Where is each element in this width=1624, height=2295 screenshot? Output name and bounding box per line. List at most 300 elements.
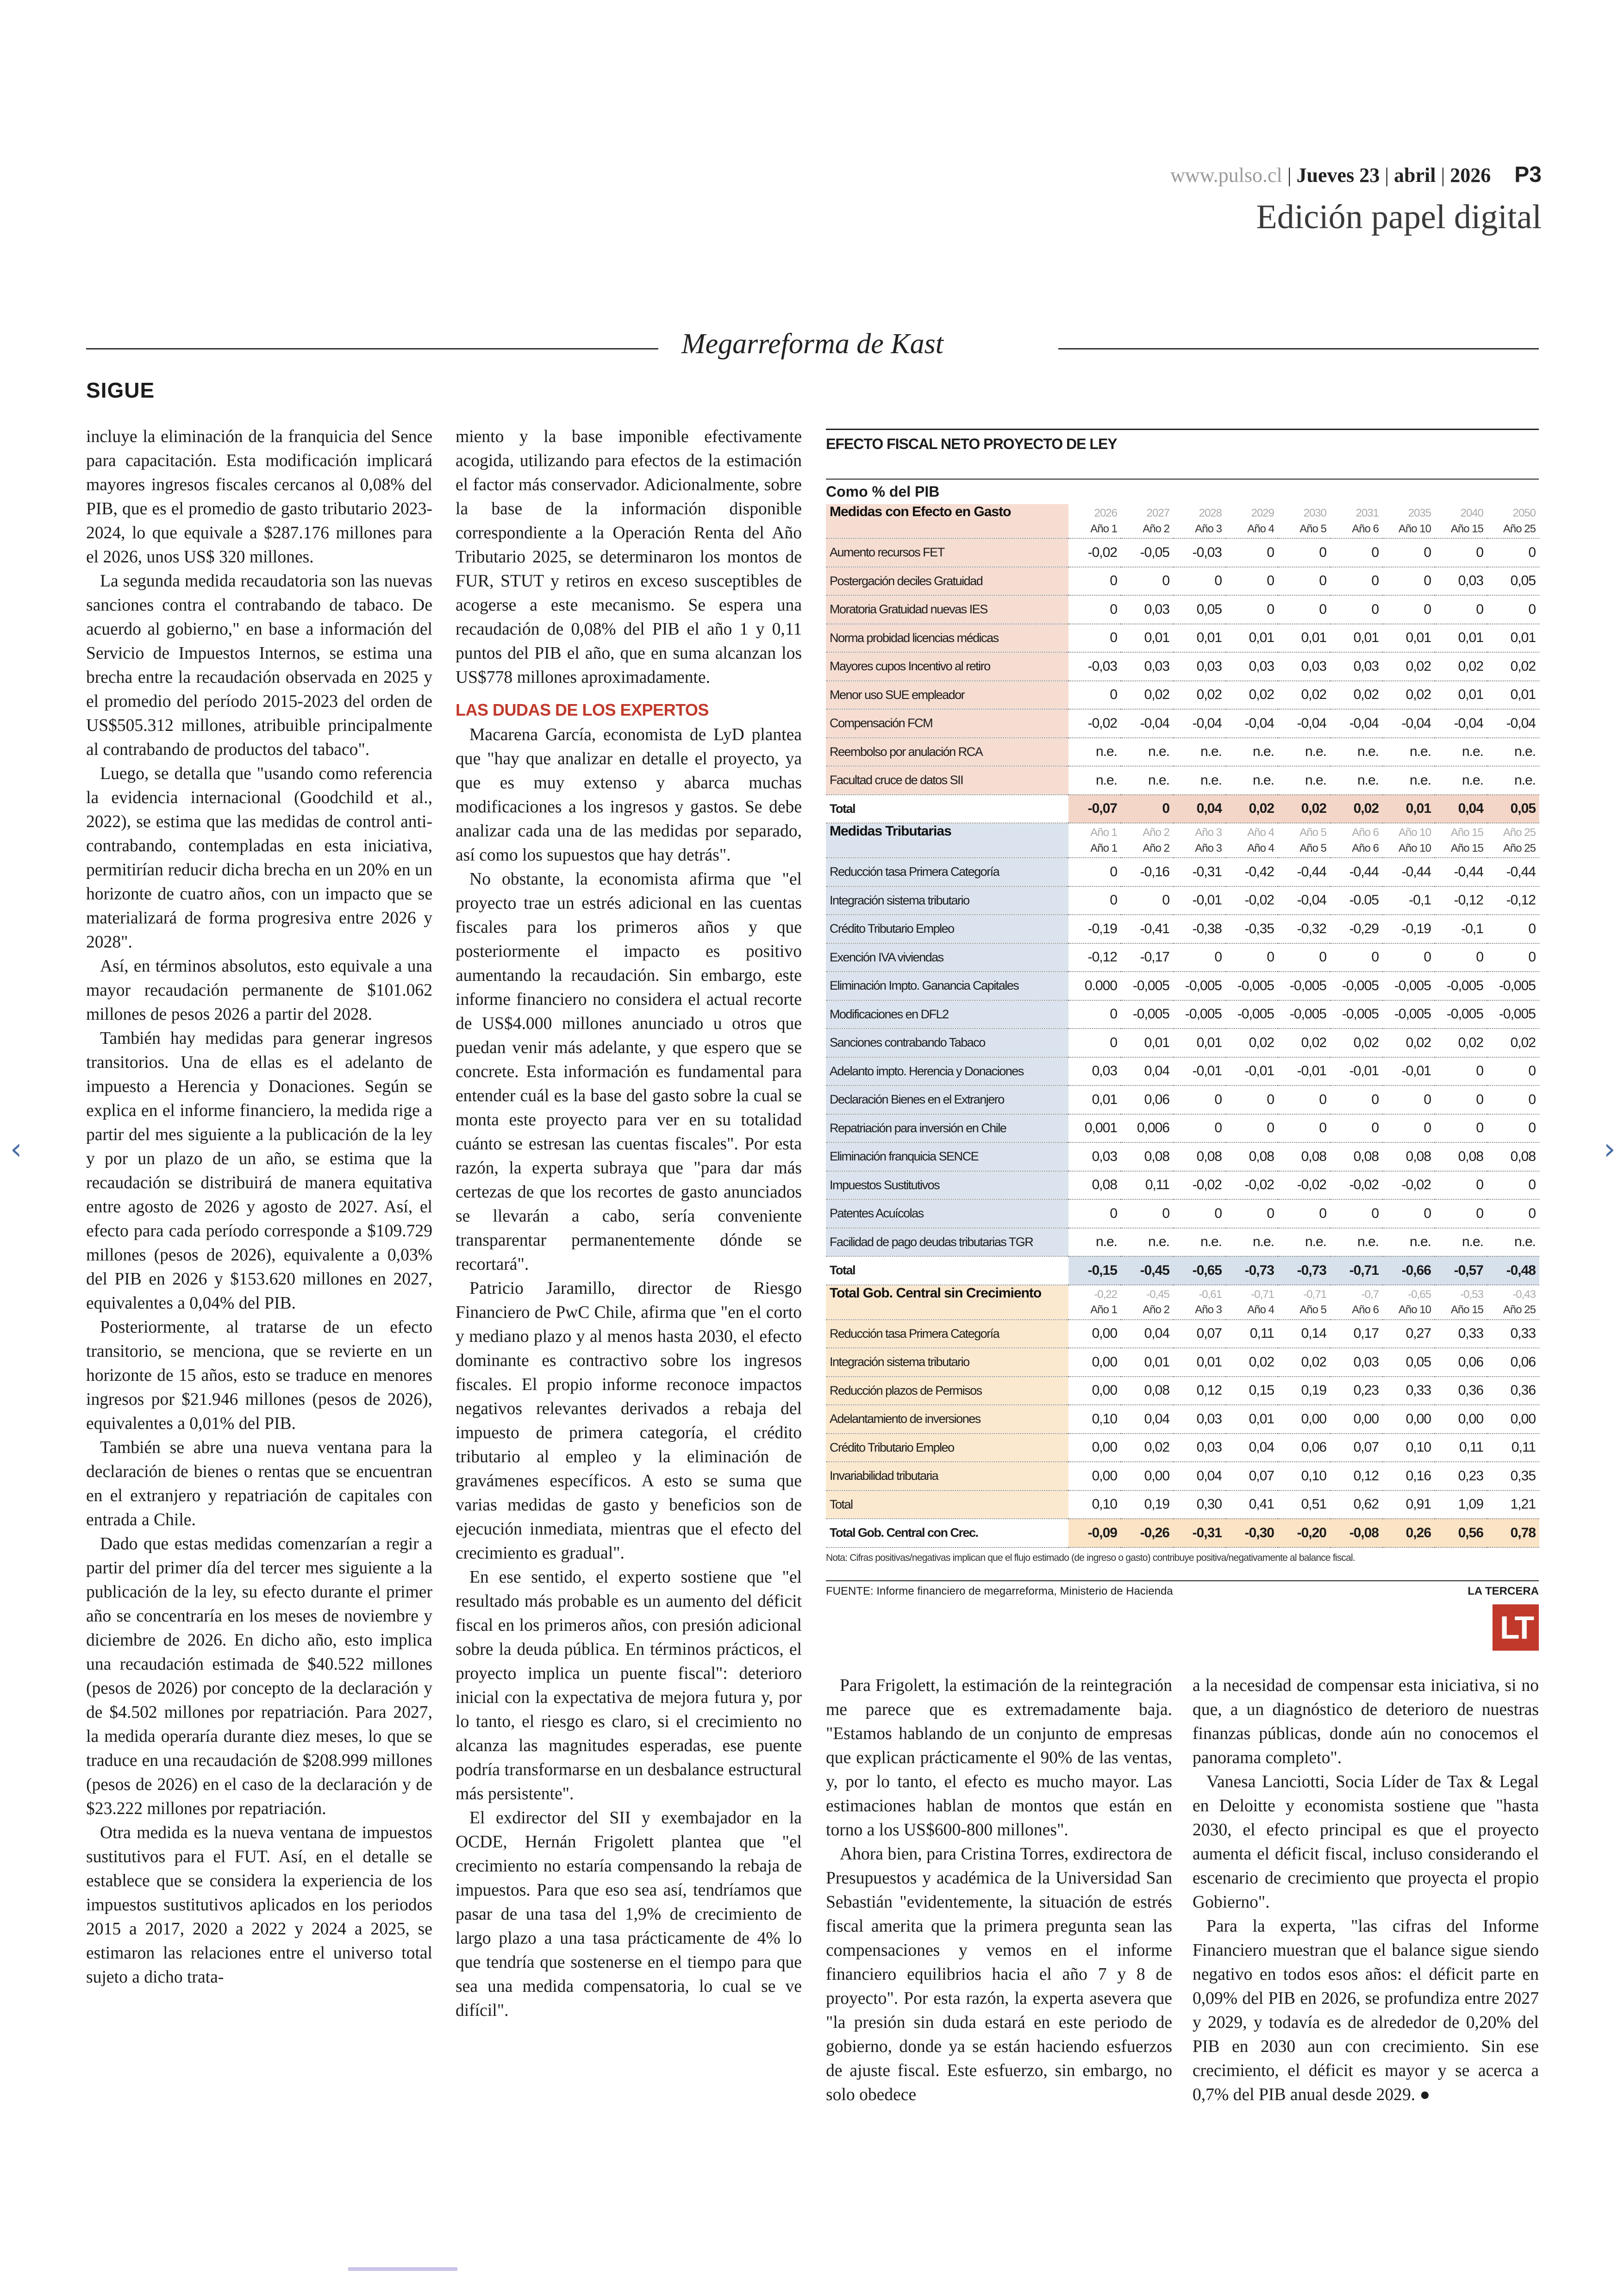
value-cell: 0: [1435, 595, 1487, 624]
value-cell: 0,00: [1435, 1405, 1487, 1434]
value-cell: 0: [1225, 1114, 1278, 1143]
article-column-4: [1193, 1674, 1539, 2107]
value-cell: -0,12: [1435, 886, 1487, 915]
value-cell: 0,03: [1225, 652, 1278, 681]
paragraph: Así, en términos absolutos, esto equivale a una mayor recaudación permanente de $101.062 millones de pesos 2026 a partir del 2028.: [86, 957, 432, 1024]
value-cell: 0,01: [1173, 1029, 1225, 1057]
value-cell: 0,01: [1435, 681, 1487, 710]
edition-label: Edición papel digital: [1256, 198, 1542, 236]
total-value-cell: -0,65: [1173, 1256, 1225, 1285]
value-cell: 0,10: [1382, 1434, 1435, 1462]
value-cell: n.e.: [1382, 1228, 1435, 1257]
table-row: [826, 943, 1539, 972]
value-cell: n.e.: [1173, 1228, 1225, 1257]
ano-cell: Año 25: [1487, 1301, 1539, 1320]
row-label: Integración sistema tributario: [826, 1348, 1068, 1377]
fiscal-effect-table: [826, 429, 1539, 1603]
value-cell: -0,01: [1173, 886, 1225, 915]
total-value-cell: -0,45: [1121, 1256, 1173, 1285]
row-label: Reducción tasa Primera Categoría: [826, 1320, 1068, 1348]
value-cell: 0,12: [1173, 1377, 1225, 1405]
value-cell: 0: [1173, 1114, 1225, 1143]
total-value-cell: -0,26: [1121, 1519, 1173, 1547]
value-cell: 0,33: [1435, 1320, 1487, 1348]
row-label: Crédito Tributario Empleo: [826, 915, 1068, 943]
value-cell: 0,02: [1435, 652, 1487, 681]
table-row: [826, 1377, 1539, 1405]
value-cell: -0,12: [1068, 943, 1121, 972]
value-cell: 0,08: [1330, 1142, 1382, 1171]
total-value-cell: 0,02: [1278, 795, 1330, 823]
value-cell: 0,00: [1330, 1405, 1382, 1434]
value-cell: 0,03: [1278, 652, 1330, 681]
value-cell: 0,35: [1487, 1462, 1539, 1491]
value-cell: -0,005: [1487, 1000, 1539, 1029]
ano-cell: Año 15: [1435, 839, 1487, 858]
value-cell: -0,02: [1278, 1171, 1330, 1200]
value-cell: 0: [1330, 538, 1382, 567]
value-cell: 0,08: [1382, 1142, 1435, 1171]
value-cell: 0: [1382, 1199, 1435, 1228]
ano-cell: Año 4: [1225, 1301, 1278, 1320]
table-group-header: [826, 823, 1539, 839]
value-cell: 0,01: [1173, 1348, 1225, 1377]
value-cell: 0,02: [1487, 1029, 1539, 1057]
value-cell: 0: [1382, 595, 1435, 624]
paragraph: También hay medidas para generar ingresos transitorios. Una de ellas es el adelanto de impuesto a Herencia y Donaciones. Según se explica en el informe financiero, la medida rige a partir del mes siguiente a la publicación de la ley y por un plazo de un año, se estima que la recaudación se distribuirá de manera equitativa entre agosto de 2026 y agosto de 2027. Así, el efecto para cada período corresponde a $109.729 millones (pesos de 2026), equivalente a 0,03% del PIB en 2026 y $153.620 millones en 2027, equivalentes a 0,04% del PIB.: [86, 1029, 432, 1313]
value-cell: -0,19: [1382, 915, 1435, 943]
value-cell: 0: [1487, 1171, 1539, 1200]
value-cell: 0,08: [1278, 1142, 1330, 1171]
total-value-cell: -0,73: [1278, 1256, 1330, 1285]
value-cell: n.e.: [1278, 738, 1330, 767]
value-cell: 0,30: [1173, 1491, 1225, 1519]
table-row: [826, 681, 1539, 710]
section-header: [86, 328, 1539, 369]
table-row: [826, 738, 1539, 767]
value-cell: 0,02: [1225, 1348, 1278, 1377]
value-cell: 0,08: [1068, 1171, 1121, 1200]
value-cell: n.e.: [1330, 1228, 1382, 1257]
value-cell: 0,06: [1435, 1348, 1487, 1377]
total-value-cell: -0,07: [1068, 795, 1121, 823]
value-cell: 0: [1278, 1085, 1330, 1114]
value-cell: n.e.: [1121, 1228, 1173, 1257]
value-cell: 0: [1435, 1199, 1487, 1228]
value-cell: 0,06: [1487, 1348, 1539, 1377]
value-cell: -0,04: [1121, 709, 1173, 738]
value-cell: 0,00: [1068, 1377, 1121, 1405]
total-value-cell: 0,02: [1330, 795, 1382, 823]
year-cell: Año 25: [1503, 826, 1536, 839]
value-cell: 0: [1173, 1085, 1225, 1114]
value-cell: 0,01: [1487, 624, 1539, 653]
site-url[interactable]: www.pulso.cl: [1170, 164, 1282, 187]
year-cell: Año 10: [1398, 826, 1431, 839]
value-cell: 0,11: [1121, 1171, 1173, 1200]
year-cell: -0,43: [1512, 1288, 1536, 1301]
value-cell: 0,00: [1278, 1405, 1330, 1434]
empty-cell: [826, 839, 1068, 858]
value-cell: -0,005: [1278, 1000, 1330, 1029]
value-cell: 0,08: [1121, 1142, 1173, 1171]
value-cell: 0,02: [1225, 1029, 1278, 1057]
value-cell: 0: [1435, 1171, 1487, 1200]
value-cell: 0,36: [1435, 1377, 1487, 1405]
value-cell: 0,07: [1330, 1434, 1382, 1462]
ano-cell: Año 1: [1068, 520, 1121, 538]
value-cell: -0,44: [1382, 858, 1435, 886]
table-row: [826, 1405, 1539, 1434]
table-row: [826, 1114, 1539, 1143]
value-cell: 0,01: [1225, 1405, 1278, 1434]
table-row: [826, 1085, 1539, 1114]
value-cell: -0,02: [1225, 886, 1278, 915]
value-cell: -0,01: [1173, 1057, 1225, 1086]
value-cell: -0,16: [1121, 858, 1173, 886]
value-cell: n.e.: [1121, 738, 1173, 767]
value-cell: n.e.: [1330, 766, 1382, 795]
total-value-cell: -0,57: [1435, 1256, 1487, 1285]
value-cell: 0: [1330, 567, 1382, 596]
value-cell: 0,62: [1330, 1491, 1382, 1519]
value-cell: 0: [1487, 943, 1539, 972]
row-label: Reembolso por anulación RCA: [826, 738, 1068, 767]
value-cell: 0,03: [1173, 1434, 1225, 1462]
value-cell: -0,01: [1330, 1057, 1382, 1086]
ano-cell: Año 1: [1068, 839, 1121, 858]
ano-cell: Año 10: [1382, 520, 1435, 538]
value-cell: 0: [1173, 567, 1225, 596]
value-cell: -0,005: [1487, 972, 1539, 1000]
value-cell: 0,02: [1382, 1029, 1435, 1057]
value-cell: n.e.: [1435, 1228, 1487, 1257]
value-cell: -0,005: [1225, 1000, 1278, 1029]
total-value-cell: 0,02: [1225, 795, 1278, 823]
value-cell: -0,005: [1382, 972, 1435, 1000]
value-cell: 0,00: [1382, 1405, 1435, 1434]
year-cell: 2035: [1408, 507, 1431, 519]
value-cell: 0: [1068, 1199, 1121, 1228]
value-cell: 0,15: [1225, 1377, 1278, 1405]
credit-text: LA TERCERA: [1468, 1584, 1539, 1597]
value-cell: 1,21: [1487, 1491, 1539, 1519]
value-cell: 0: [1330, 1114, 1382, 1143]
table-row: [826, 595, 1539, 624]
value-cell: -0,31: [1173, 858, 1225, 886]
value-cell: 0,03: [1121, 595, 1173, 624]
value-cell: 0,33: [1382, 1377, 1435, 1405]
value-cell: 0,07: [1225, 1462, 1278, 1491]
value-cell: 0: [1382, 567, 1435, 596]
table-group-header: [826, 504, 1539, 520]
row-label: Moratoria Gratuidad nuevas IES: [826, 595, 1068, 624]
value-cell: -0,04: [1278, 886, 1330, 915]
total-value-cell: -0,48: [1487, 1256, 1539, 1285]
value-cell: 0,006: [1121, 1114, 1173, 1143]
value-cell: n.e.: [1435, 766, 1487, 795]
value-cell: -0,03: [1173, 538, 1225, 567]
value-cell: 0: [1487, 1199, 1539, 1228]
value-cell: 0,01: [1121, 1029, 1173, 1057]
row-label: Integración sistema tributario: [826, 886, 1068, 915]
value-cell: 0: [1382, 943, 1435, 972]
paragraph: Para Frigolett, la estimación de la reintegración me parece que es extremadamente baja. "Estamos hablando de un conjunto de empresas que explican prácticamente el 90% de las ventas, y, por lo tanto, el efecto es mucho mayor. Las estimaciones hablan de montos que están en torno a los US$600-800 millones".: [826, 1676, 1172, 1840]
ano-cell: Año 4: [1225, 520, 1278, 538]
year-cell: -0,61: [1199, 1288, 1222, 1301]
value-cell: 0,01: [1435, 624, 1487, 653]
value-cell: 0,00: [1068, 1434, 1121, 1462]
table-row: [826, 1171, 1539, 1200]
value-cell: 0,08: [1487, 1142, 1539, 1171]
row-label: Impuestos Sustitutivos: [826, 1171, 1068, 1200]
empty-cell: [826, 1301, 1068, 1320]
value-cell: -0,005: [1330, 972, 1382, 1000]
table-row: [826, 858, 1539, 886]
table-row: [826, 972, 1539, 1000]
value-cell: n.e.: [1487, 766, 1539, 795]
value-cell: 0,03: [1330, 1348, 1382, 1377]
row-label: Menor uso SUE empleador: [826, 681, 1068, 710]
value-cell: 0,10: [1068, 1405, 1121, 1434]
value-cell: 0,05: [1382, 1348, 1435, 1377]
header-month: abril: [1394, 164, 1436, 187]
value-cell: 0: [1487, 1114, 1539, 1143]
row-label: Mayores cupos Incentivo al retiro: [826, 652, 1068, 681]
value-cell: 0,00: [1487, 1405, 1539, 1434]
row-label: Adelantamiento de inversiones: [826, 1405, 1068, 1434]
paragraph: Luego, se detalla que "usando como referencia la evidencia internacional (Goodchild et al., 2022), se estima que las medidas de control anti-contrabando, contempladas en esta iniciativa, permitirían reducir dicha brecha en un 20% en un horizonte de cuatro años, con un impacto que se materializará de forma progresiva entre 2026 y 2028".: [86, 764, 432, 952]
value-cell: -0,005: [1382, 1000, 1435, 1029]
value-cell: -0,41: [1121, 915, 1173, 943]
value-cell: 0: [1068, 567, 1121, 596]
table-row: [826, 652, 1539, 681]
value-cell: 0: [1068, 1029, 1121, 1057]
value-cell: -0,005: [1121, 1000, 1173, 1029]
value-cell: 0,01: [1382, 624, 1435, 653]
value-cell: -0,01: [1278, 1057, 1330, 1086]
value-cell: -0,005: [1121, 972, 1173, 1000]
value-cell: -0,38: [1173, 915, 1225, 943]
value-cell: 0,06: [1121, 1085, 1173, 1114]
empty-cell: [826, 520, 1068, 538]
value-cell: 0: [1487, 595, 1539, 624]
value-cell: 0: [1278, 538, 1330, 567]
subheading: LAS DUDAS DE LOS EXPERTOS: [456, 700, 709, 719]
article-column-3: [826, 1674, 1172, 2107]
value-cell: -0,005: [1173, 972, 1225, 1000]
source-text: FUENTE: Informe financiero de megarreforma, Ministerio de Hacienda: [826, 1584, 1173, 1597]
value-cell: -0,44: [1330, 858, 1382, 886]
paragraph: miento y la base imponible efectivamente acogida, utilizando para efectos de la estimación el factor más conservador. Adicionalmente, sobre la base de la información disponible correspondiente a la Operación Renta del Año Tributario 2025, se determinaron los montos de FUR, STUT y retiros en exceso susceptibles de acogerse a este mecanismo. Se espera una recaudación de 0,08% del PIB el año 1 y 0,11 puntos del PIB el año, que en suma alcanzan los US$778 millones aproximadamente.: [456, 427, 802, 687]
value-cell: 0: [1068, 858, 1121, 886]
row-label: Exención IVA viviendas: [826, 943, 1068, 972]
year-cell: -0,65: [1408, 1288, 1431, 1301]
table-source: [826, 1580, 1539, 1603]
value-cell: 0,23: [1435, 1462, 1487, 1491]
header-year: 2026: [1450, 164, 1491, 187]
value-cell: 0,02: [1121, 1434, 1173, 1462]
value-cell: -0,04: [1225, 709, 1278, 738]
row-label: Facilidad de pago deudas tributarias TGR: [826, 1228, 1068, 1257]
year-cell: Año 4: [1247, 826, 1274, 839]
paragraph-text: Para la experta, "las cifras del Informe Financiero muestran que el balance sigue siendo negativo en todos esos años: el déficit parte en 0,09% del PIB en 2026, se profundiza entre 2027 y 2029, y todavía es de alrededor de 0,20% del PIB en 2030 aun con crecimiento. Sin ese crecimiento, el déficit es mayor y se acerca a 0,7% del PIB anual desde 2029.: [1193, 1917, 1539, 2104]
value-cell: -0,01: [1225, 1057, 1278, 1086]
value-cell: n.e.: [1330, 738, 1382, 767]
table-row: [826, 1491, 1539, 1519]
value-cell: 0: [1330, 1199, 1382, 1228]
row-label: Patentes Acuícolas: [826, 1199, 1068, 1228]
value-cell: 0,17: [1330, 1320, 1382, 1348]
ano-cell: Año 6: [1330, 520, 1382, 538]
paragraph: Macarena García, economista de LyD plantea que "hay que analizar en detalle el proyecto, ya que es muy extenso y abarca muchas modificaciones a los ingresos y gastos. Se debe analizar cada una de las medidas por separado, así como los supuestos que hay detrás".: [456, 725, 802, 865]
value-cell: 0,08: [1173, 1142, 1225, 1171]
value-cell: 0: [1330, 943, 1382, 972]
value-cell: 0: [1068, 595, 1121, 624]
value-cell: 0: [1382, 1085, 1435, 1114]
value-cell: -0,35: [1225, 915, 1278, 943]
ano-cell: Año 5: [1278, 520, 1330, 538]
row-label: Facultad cruce de datos SII: [826, 766, 1068, 795]
year-cell: 2050: [1512, 507, 1536, 519]
article-column-1: [86, 425, 432, 1989]
total-value-cell: 0: [1121, 795, 1173, 823]
page-number: P3: [1514, 162, 1542, 187]
total-label: Total: [826, 1256, 1068, 1285]
value-cell: 0,08: [1225, 1142, 1278, 1171]
total-value-cell: -0,08: [1330, 1519, 1382, 1547]
value-cell: 0,04: [1121, 1057, 1173, 1086]
value-cell: 0: [1068, 886, 1121, 915]
value-cell: n.e.: [1225, 738, 1278, 767]
row-label: Adelanto impto. Herencia y Donaciones: [826, 1057, 1068, 1086]
value-cell: 0,19: [1121, 1491, 1173, 1519]
ano-cell: Año 5: [1278, 1301, 1330, 1320]
total-value-cell: -0,15: [1068, 1256, 1121, 1285]
value-cell: 0,02: [1225, 681, 1278, 710]
value-cell: -0,04: [1278, 709, 1330, 738]
row-label: Crédito Tributario Empleo: [826, 1434, 1068, 1462]
value-cell: -0,02: [1330, 1171, 1382, 1200]
paragraph: Posteriormente, al tratarse de un efecto transitorio, se menciona, que se revierte en un horizonte de 15 años, esto se traduce en menores ingresos por $21.946 millones (pesos de 2026), equivalentes a 0,01% del PIB.: [86, 1318, 432, 1433]
table-row: [826, 709, 1539, 738]
value-cell: -0,005: [1330, 1000, 1382, 1029]
value-cell: n.e.: [1225, 766, 1278, 795]
table-row: [826, 886, 1539, 915]
value-cell: 0: [1435, 1114, 1487, 1143]
ano-cell: Año 2: [1121, 1301, 1173, 1320]
prev-page-icon[interactable]: ‹: [10, 1132, 22, 1166]
value-cell: 0,01: [1278, 624, 1330, 653]
value-cell: 0: [1278, 567, 1330, 596]
value-cell: 0,02: [1278, 1029, 1330, 1057]
value-cell: 0,02: [1382, 652, 1435, 681]
value-cell: 0,51: [1278, 1491, 1330, 1519]
value-cell: -0,02: [1068, 709, 1121, 738]
row-label: Reducción tasa Primera Categoría: [826, 858, 1068, 886]
total-value-cell: 0,05: [1487, 795, 1539, 823]
table-body: [826, 504, 1539, 1548]
value-cell: 0: [1225, 1085, 1278, 1114]
row-label: Invariabilidad tributaria: [826, 1462, 1068, 1491]
lt-logo-icon: LT: [1493, 1604, 1539, 1651]
value-cell: 0,12: [1330, 1462, 1382, 1491]
row-label: Eliminación franquicia SENCE: [826, 1142, 1068, 1171]
value-cell: 0,02: [1487, 652, 1539, 681]
value-cell: 0,03: [1173, 652, 1225, 681]
value-cell: -0,02: [1068, 538, 1121, 567]
table-group-header: [826, 1285, 1539, 1301]
value-cell: -0,17: [1121, 943, 1173, 972]
value-cell: 0,23: [1330, 1377, 1382, 1405]
value-cell: -0,005: [1173, 1000, 1225, 1029]
page-header: [1111, 162, 1542, 237]
value-cell: 0: [1225, 567, 1278, 596]
ano-cell: Año 3: [1173, 1301, 1225, 1320]
value-cell: 0,08: [1121, 1377, 1173, 1405]
value-cell: 0,02: [1330, 681, 1382, 710]
value-cell: n.e.: [1121, 766, 1173, 795]
value-cell: 0,11: [1225, 1320, 1278, 1348]
value-cell: 0: [1278, 595, 1330, 624]
ano-cell: Año 2: [1121, 520, 1173, 538]
table-row: [826, 538, 1539, 567]
ano-cell: Año 5: [1278, 839, 1330, 858]
year-cell: -0,22: [1094, 1288, 1117, 1301]
value-cell: 0,00: [1121, 1462, 1173, 1491]
value-cell: 0,02: [1173, 681, 1225, 710]
value-cell: -0,04: [1435, 709, 1487, 738]
total-value-cell: 0,04: [1173, 795, 1225, 823]
value-cell: 0,001: [1068, 1114, 1121, 1143]
year-cell: 2031: [1355, 507, 1379, 519]
value-cell: 0,02: [1121, 681, 1173, 710]
value-cell: -0,42: [1225, 858, 1278, 886]
page-scroll-indicator[interactable]: [348, 2267, 457, 2271]
year-cell: -0,45: [1146, 1288, 1169, 1301]
value-cell: 0,27: [1382, 1320, 1435, 1348]
row-label: Norma probidad licencias médicas: [826, 624, 1068, 653]
value-cell: n.e.: [1382, 738, 1435, 767]
ano-cell: Año 6: [1330, 839, 1382, 858]
paragraph: a la necesidad de compensar esta iniciativa, si no que, a un diagnóstico de deterioro de nuestras finanzas públicas, donde aún no conocemos el panorama completo".: [1193, 1676, 1539, 1767]
value-cell: n.e.: [1173, 738, 1225, 767]
table-row: [826, 1434, 1539, 1462]
value-cell: 0,11: [1487, 1434, 1539, 1462]
table-row: [826, 1462, 1539, 1491]
value-cell: 0: [1278, 1114, 1330, 1143]
value-cell: 0,03: [1068, 1142, 1121, 1171]
value-cell: n.e.: [1435, 738, 1487, 767]
value-cell: -0.05: [1330, 886, 1382, 915]
value-cell: 0,03: [1121, 652, 1173, 681]
total-value-cell: 0,56: [1435, 1519, 1487, 1547]
year-cell: Año 2: [1143, 826, 1169, 839]
ano-cell: Año 3: [1173, 520, 1225, 538]
value-cell: 0,33: [1487, 1320, 1539, 1348]
value-cell: 0,14: [1278, 1320, 1330, 1348]
value-cell: 0: [1435, 1057, 1487, 1086]
value-cell: 0,91: [1382, 1491, 1435, 1519]
table-row: [826, 1142, 1539, 1171]
value-cell: 0: [1225, 538, 1278, 567]
value-cell: 0,03: [1173, 1405, 1225, 1434]
ano-cell: Año 10: [1382, 1301, 1435, 1320]
ano-cell: Año 10: [1382, 839, 1435, 858]
table-total-row: [826, 795, 1539, 823]
paragraph: La segunda medida recaudatoria son las nuevas sanciones contra el contrabando de tabaco. De acuerdo al gobierno," en base a información del Servicio de Impuestos Internos, se estima una brecha entre la recaudación observada en 2025 y el promedio del período 2015-2023 del orden de US$505.312 millones, atribuible principalmente al contrabando de productos del tabaco".: [86, 572, 432, 759]
next-page-icon[interactable]: ›: [1604, 1132, 1616, 1166]
